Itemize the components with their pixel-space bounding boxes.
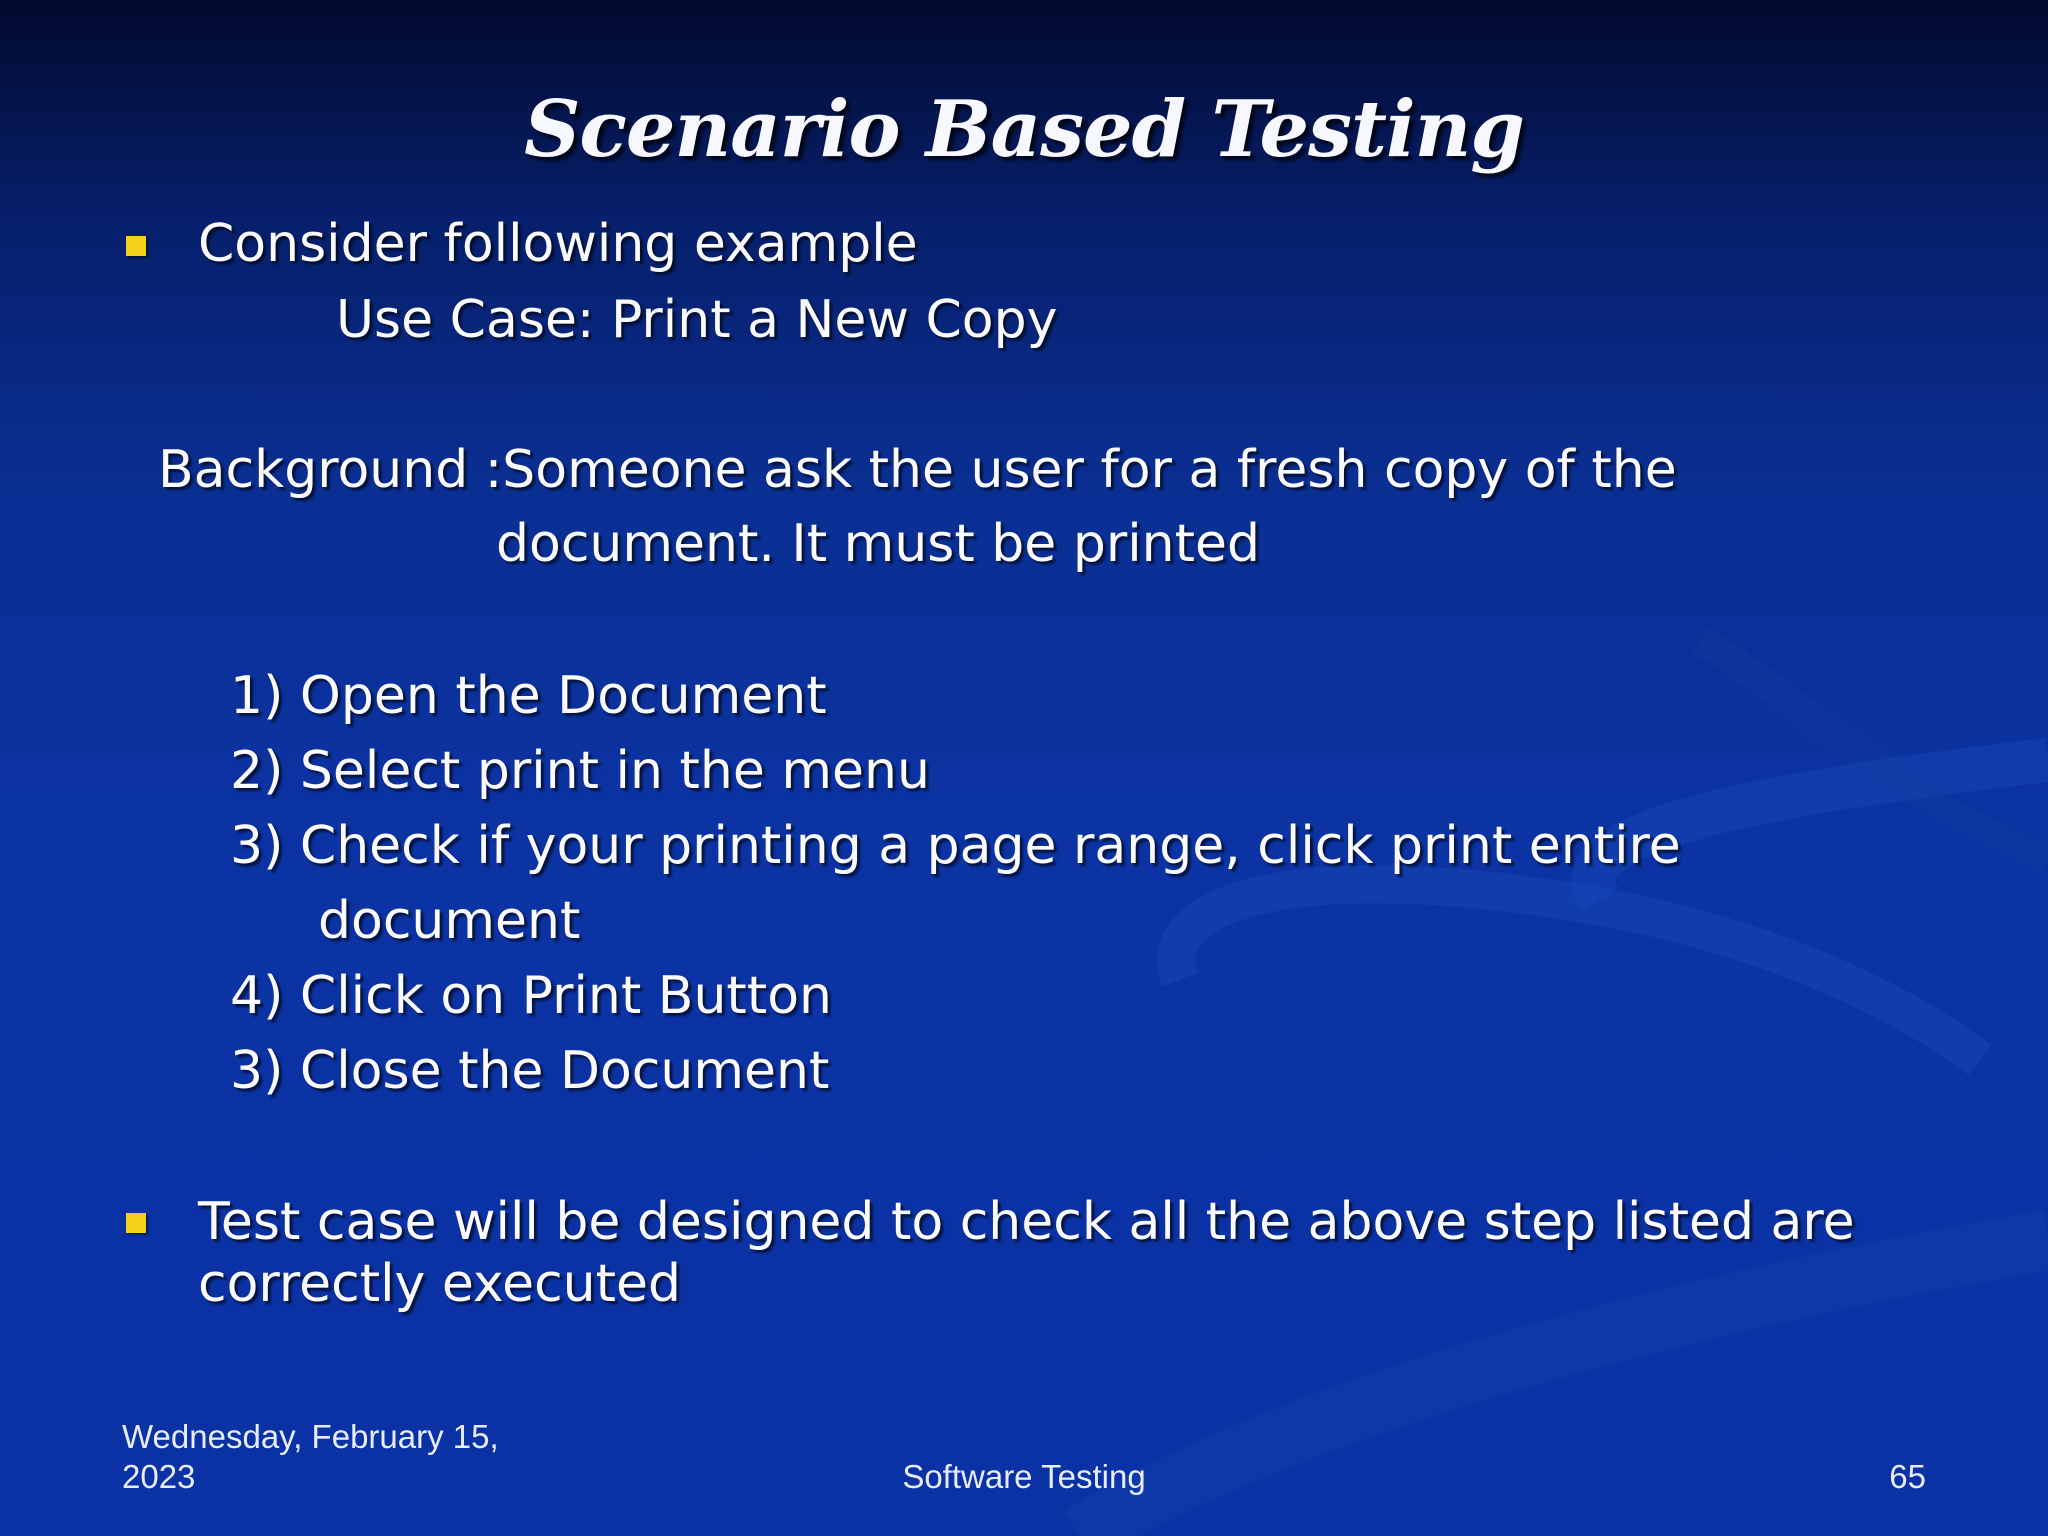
step-item: 2) Select print in the menu	[230, 741, 930, 801]
footer-title: Software Testing	[902, 1458, 1146, 1495]
use-case-line: Use Case: Print a New Copy	[336, 290, 1058, 350]
bullet-marker	[126, 236, 146, 256]
footer-date-line-1: Wednesday, February 15,	[122, 1418, 499, 1455]
background-line-1: Background :Someone ask the user for a fresh copy of the	[158, 440, 1677, 500]
step-item: 1) Open the Document	[230, 666, 827, 726]
slide-title: Scenario Based Testing	[524, 84, 1524, 175]
footer-date-line-2: 2023	[122, 1458, 196, 1495]
step-item: 4) Click on Print Button	[230, 966, 832, 1026]
bullet-test-case-line-1: Test case will be designed to check all the above step listed are	[198, 1192, 1855, 1252]
background-line-2: document. It must be printed	[496, 514, 1261, 574]
bullet-marker	[126, 1213, 146, 1233]
step-item: 3) Close the Document	[230, 1041, 830, 1101]
bullet-consider: Consider following example	[198, 214, 918, 274]
bullet-test-case-line-2: correctly executed	[198, 1254, 682, 1314]
page-number: 65	[1889, 1458, 1926, 1495]
step-item: 3) Check if your printing a page range, click print entire	[230, 816, 1681, 876]
step-item-continuation: document	[318, 891, 581, 951]
